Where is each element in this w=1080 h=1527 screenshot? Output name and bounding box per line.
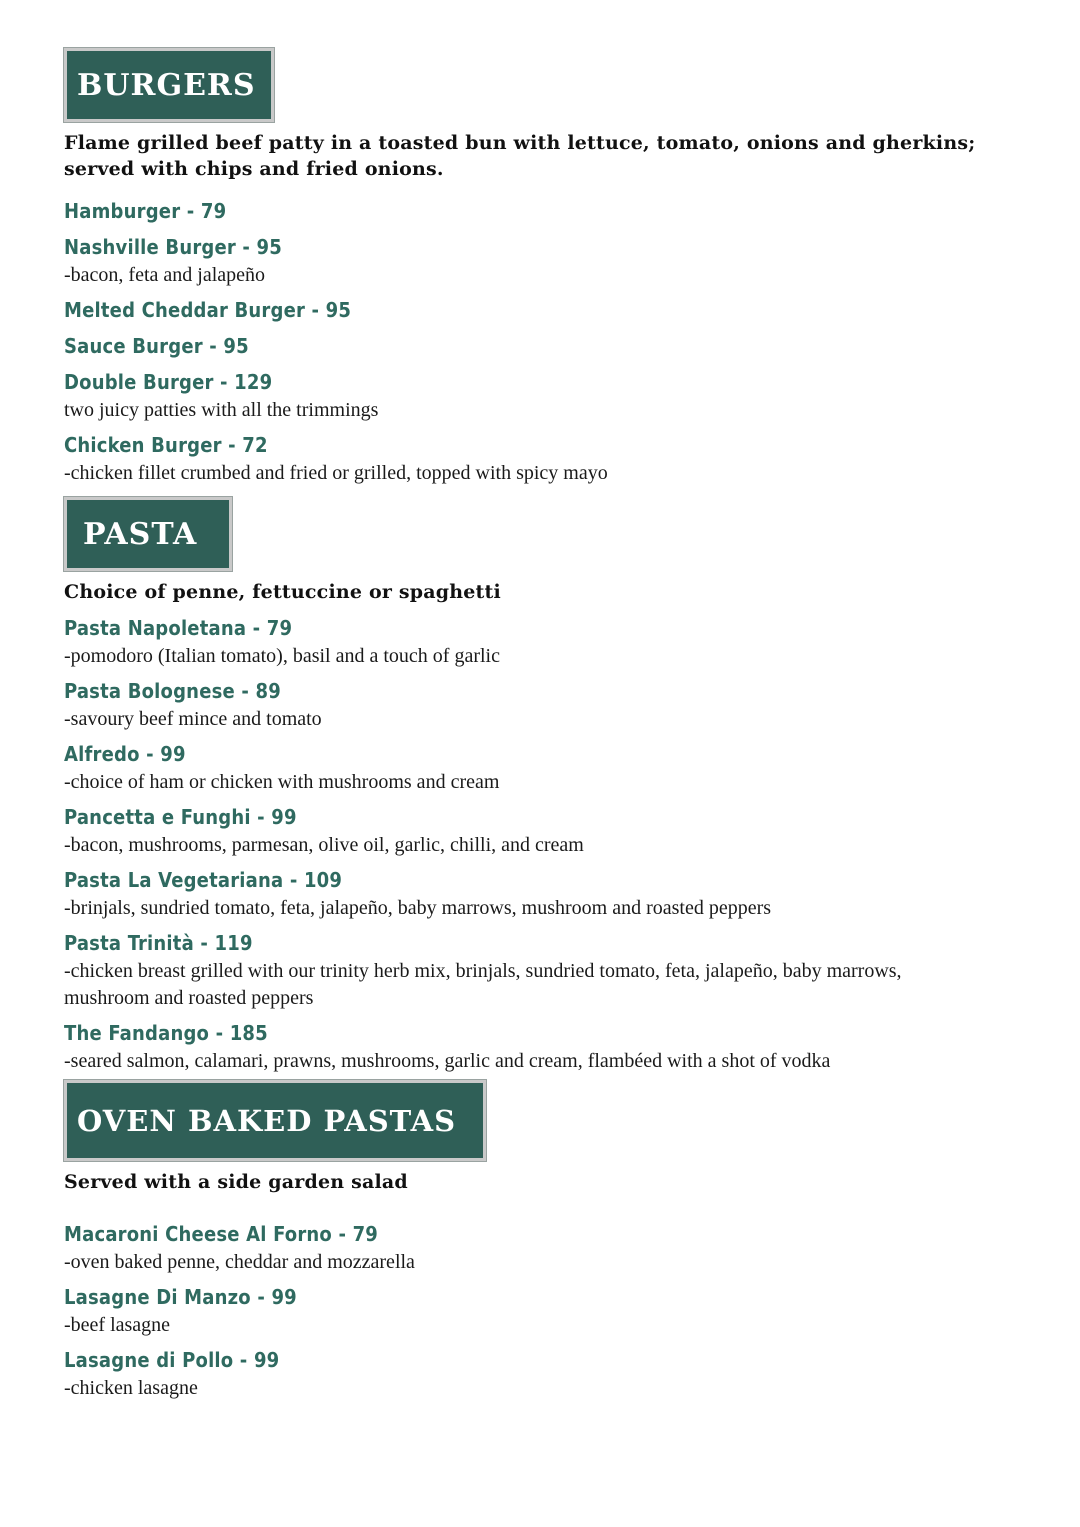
menu-item-name: Pasta Bolognese - 89 xyxy=(64,679,281,703)
section-burgers xyxy=(64,48,1024,493)
menu-item-description: -pomodoro (Italian tomato), basil and a touch of garlic xyxy=(64,645,500,667)
menu-item-name: Nashville Burger - 95 xyxy=(64,235,282,259)
menu-item-description: -bacon, feta and jalapeño xyxy=(64,264,266,286)
menu-item xyxy=(64,331,1024,361)
menu-item-description: -chicken fillet crumbed and fried or grilled, topped with spicy mayo xyxy=(64,462,608,484)
section-subtitle-oven-baked-pastas: Served with a side garden salad xyxy=(64,1171,408,1193)
menu-item xyxy=(64,613,1024,670)
menu-item xyxy=(64,1282,1024,1339)
menu-list-burgers xyxy=(64,196,1024,487)
menu-list-pasta xyxy=(64,613,1024,1075)
menu-item xyxy=(64,739,1024,796)
menu-item-name: Pasta La Vegetariana - 109 xyxy=(64,868,343,892)
menu-item-description: -bacon, mushrooms, parmesan, olive oil, garlic, chilli, and cream xyxy=(64,834,584,856)
menu-item-description: -chicken breast grilled with our trinity herb mix, brinjals, sundried tomato, feta, jalapeño, baby marrows, mushroom and roasted peppers xyxy=(64,960,902,1009)
menu-item-name: Sauce Burger - 95 xyxy=(64,334,249,358)
menu-item xyxy=(64,802,1024,859)
menu-item-name: Double Burger - 129 xyxy=(64,370,273,394)
menu-item-name: Chicken Burger - 72 xyxy=(64,433,268,457)
menu-item xyxy=(64,196,1024,226)
menu-item xyxy=(64,367,1024,424)
section-title-pasta: PASTA xyxy=(64,497,232,571)
menu-item xyxy=(64,295,1024,325)
menu-item-name: Pasta Napoletana - 79 xyxy=(64,616,293,640)
menu-item xyxy=(64,865,1024,922)
menu-item-name: Pancetta e Funghi - 99 xyxy=(64,805,297,829)
menu-item-description: -brinjals, sundried tomato, feta, jalapeño, baby marrows, mushroom and roasted peppers xyxy=(64,897,772,919)
section-title-oven-baked-pastas: OVEN BAKED PASTAS xyxy=(64,1080,486,1161)
menu-item xyxy=(64,232,1024,289)
menu-item xyxy=(64,928,1024,1012)
menu-item-name: Lasagne Di Manzo - 99 xyxy=(64,1285,297,1309)
menu-item-name: Pasta Trinità - 119 xyxy=(64,931,253,955)
menu-item-name: The Fandango - 185 xyxy=(64,1021,268,1045)
menu-item-name: Melted Cheddar Burger - 95 xyxy=(64,298,352,322)
section-title-burgers: BURGERS xyxy=(64,48,274,122)
menu-item-description: -beef lasagne xyxy=(64,1314,171,1336)
section-subtitle-pasta: Choice of penne, fettuccine or spaghetti xyxy=(64,581,501,603)
menu-item-name: Lasagne di Pollo - 99 xyxy=(64,1348,280,1372)
menu-item xyxy=(64,1018,1024,1075)
menu-item-name: Hamburger - 79 xyxy=(64,199,227,223)
menu-item xyxy=(64,1345,1024,1402)
menu-item-description: -oven baked penne, cheddar and mozzarella xyxy=(64,1251,415,1273)
menu-item-description: -seared salmon, calamari, prawns, mushrooms, garlic and cream, flambéed with a shot of vodka xyxy=(64,1050,831,1072)
menu-item-name: Macaroni Cheese Al Forno - 79 xyxy=(64,1222,379,1246)
section-subtitle-burgers: Flame grilled beef patty in a toasted bun with lettuce, tomato, onions and gherkins; served with chips and fried onions. xyxy=(64,132,976,180)
menu-item-description: two juicy patties with all the trimmings xyxy=(64,399,379,421)
menu-item xyxy=(64,676,1024,733)
menu-item-description: -choice of ham or chicken with mushrooms and cream xyxy=(64,771,500,793)
menu-item-name: Alfredo - 99 xyxy=(64,742,186,766)
section-oven-baked-pastas xyxy=(64,1080,1024,1408)
menu-item-description: -chicken lasagne xyxy=(64,1377,198,1399)
section-pasta xyxy=(64,497,1024,1081)
menu-list-oven-baked-pastas xyxy=(64,1219,1024,1402)
menu-item xyxy=(64,1219,1024,1276)
menu-item xyxy=(64,430,1024,487)
menu-item-description: -savoury beef mince and tomato xyxy=(64,708,322,730)
